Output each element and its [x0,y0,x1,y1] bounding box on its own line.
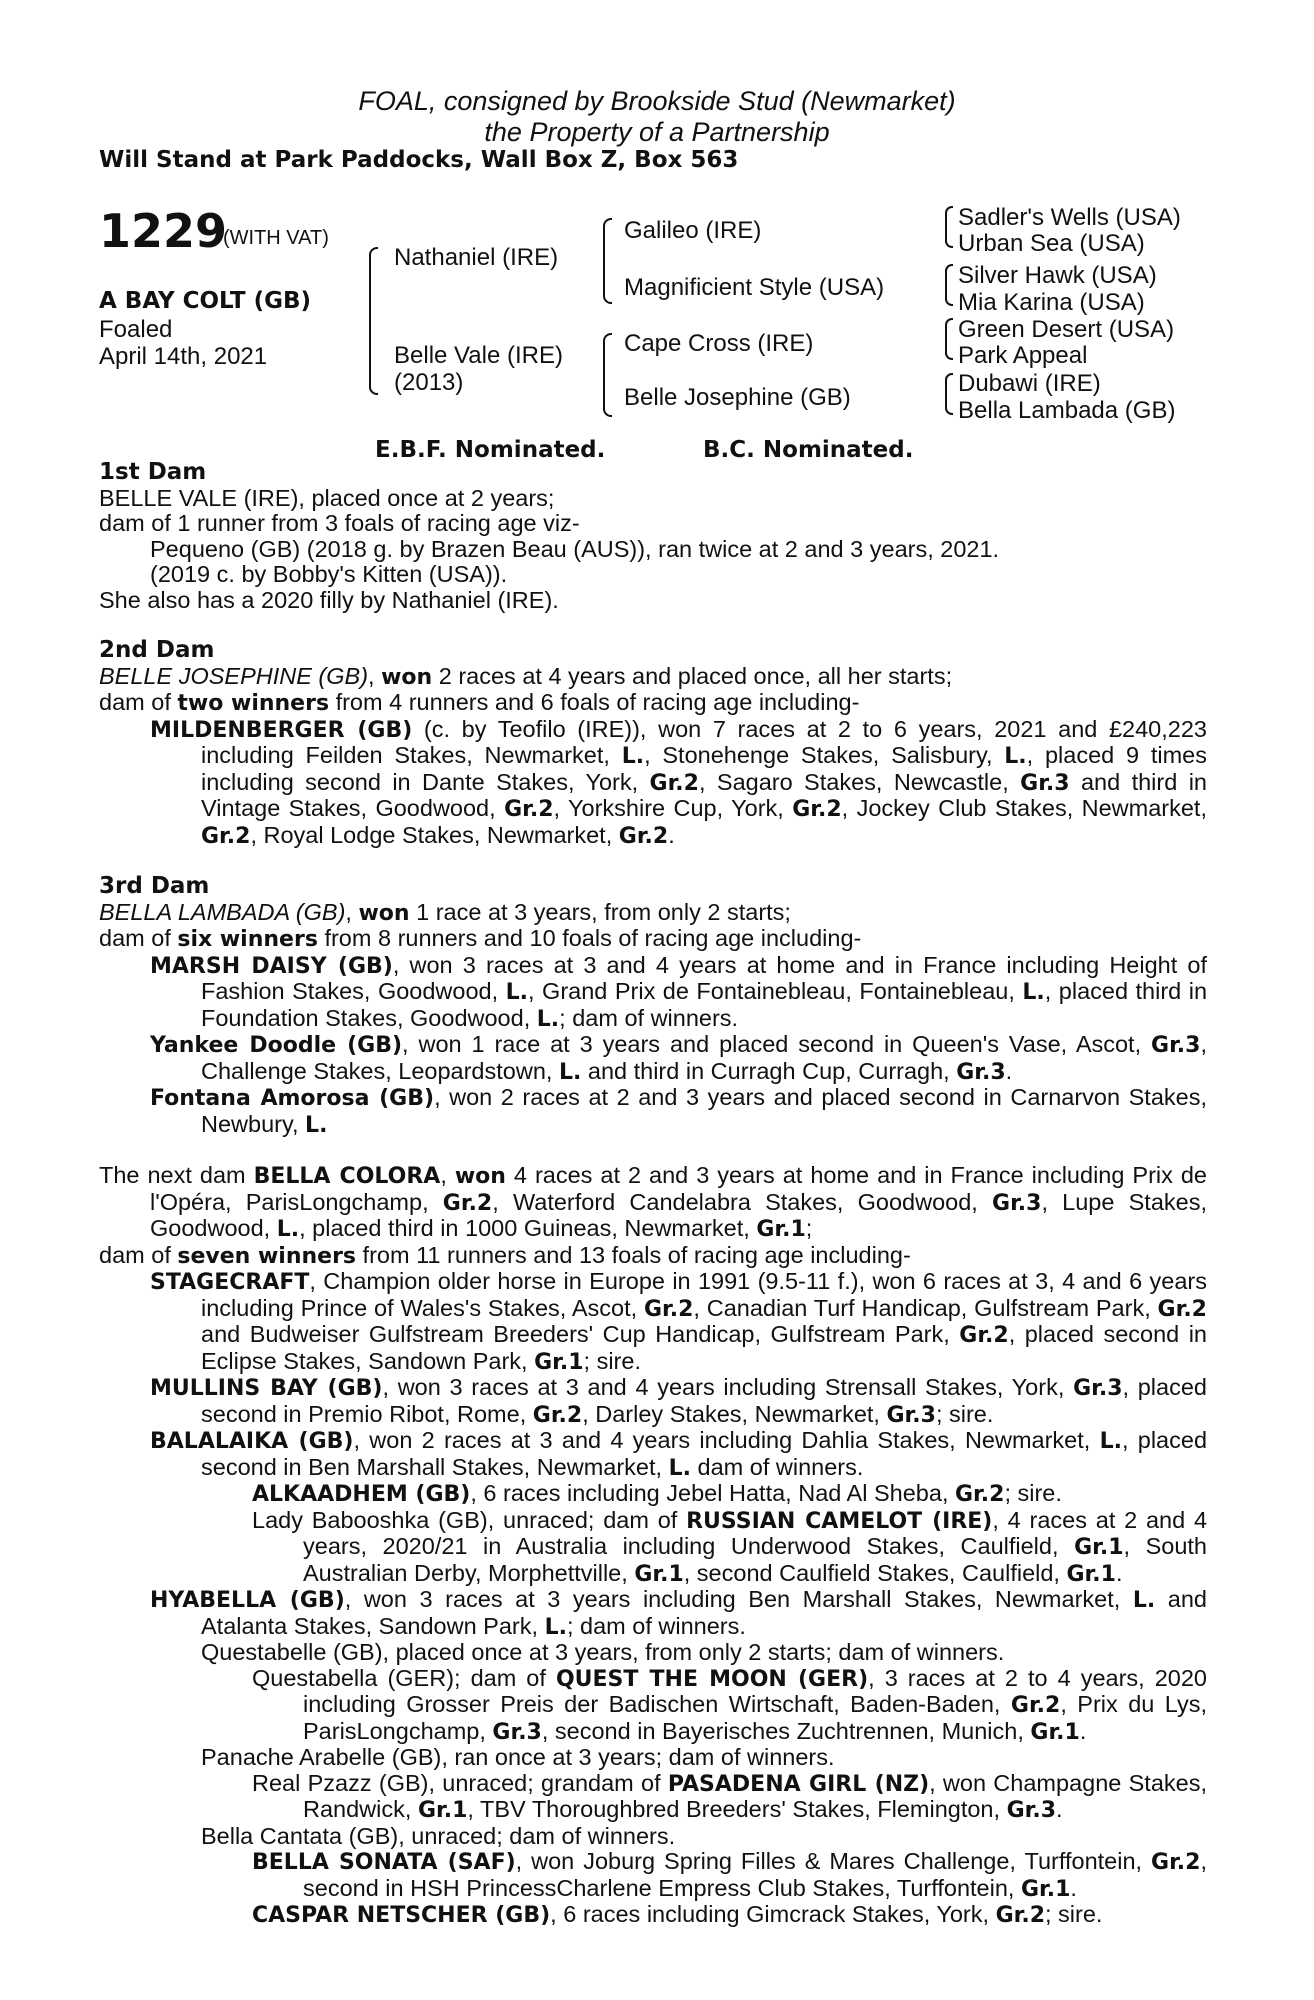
horse-name: BELLA COLORA [253,1164,441,1189]
sire-name: Nathaniel (IRE) [394,244,559,271]
produce-entry: (2019 c. by Bobby's Kitten (USA)). [150,561,508,587]
foaled-date: April 14th, 2021 [99,343,268,370]
dam-year: (2013) [394,369,464,396]
horse-name: STAGECRAFT [150,1270,310,1295]
produce-entry: Panache Arabelle (GB), ran once at 3 years; dam of winners. [201,1744,835,1770]
third-dam-produce: dam of six winners from 8 runners and 10 foals of racing age including- [99,925,862,952]
lot-number: 1229 [99,204,228,258]
first-dam-produce: dam of 1 runner from 3 foals of racing age viz- [99,510,580,536]
produce-entry: Yankee Doodle (GB), won 1 race at 3 years and placed second in Queen's Vase, Ascot, Gr.3, Challenge Stakes, Leopardstown, L. and third in Curragh Cup, Curragh, Gr.3. [150,1031,1207,1085]
ds-sire: Green Desert (USA) [958,316,1175,343]
produce-entry: ALKAADHEM (GB), 6 races including Jebel Hatta, Nad Al Sheba, Gr.2; sire. [252,1480,1062,1507]
horse-name: BELLA SONATA (SAF) [252,1850,516,1875]
horse-name: RUSSIAN CAMELOT (IRE) [686,1508,993,1534]
first-dam-record: BELLE VALE (IRE), placed once at 2 years; [99,484,555,511]
property-line: the Property of a Partnership [484,117,830,147]
foaled-label: Foaled [99,316,173,343]
first-dam-note: She also has a 2020 filly by Nathaniel (IRE). [99,586,559,613]
produce-entry: Questabelle (GB), placed once at 3 years, from only 2 starts; dam of winners. [201,1639,1005,1665]
produce-entry: CASPAR NETSCHER (GB), 6 races including Gimcrack Stakes, York, Gr.2; sire. [252,1901,1103,1928]
dd-dam: Bella Lambada (GB) [958,397,1176,424]
produce-entry: HYABELLA (GB), won 3 races at 3 years including Ben Marshall Stakes, Newmarket, L. and Atalanta Stakes, Sandown Park, L.; dam of winners. [150,1586,1207,1640]
produce-entry: MILDENBERGER (GB) (c. by Teofilo (IRE)), won 7 races at 2 to 6 years, 2021 and £240,223 including Feilden Stakes, Newmarket, L., Stonehenge Stakes, Salisbury, L., placed 9 times including second in Dante Stakes, York, Gr.2, Sagaro Stakes, Newcastle, Gr.3 and third in Vintage Stakes, Goodwood, Gr.2, Yorkshire Cup, York, Gr.2, Jockey Club Stakes, Newmarket, Gr.2, Royal Lodge Stakes, Newmarket, Gr.2. [150,715,1207,849]
pedigree-brace [603,218,612,304]
pedigree-brace [369,247,378,395]
ebf-nominated: E.B.F. Nominated. [375,437,606,463]
third-dam-record: BELLA LAMBADA (GB), won 1 race at 3 years, from only 2 starts; [99,898,791,926]
sd-dam: Mia Karina (USA) [958,289,1145,316]
horse-name: Fontana Amorosa (GB) [150,1086,435,1111]
second-dam-record: BELLE JOSEPHINE (GB), won 2 races at 4 years and placed once, all her starts; [99,662,953,690]
horse-name: PASADENA GIRL (NZ) [667,1771,930,1797]
horse-name: MULLINS BAY (GB) [150,1376,383,1401]
produce-entry: Fontana Amorosa (GB), won 2 races at 2 and 3 years and placed second in Carnarvon Stakes, Newbury, L. [150,1084,1207,1138]
second-dam-heading: 2nd Dam [99,637,215,663]
horse-name: BELLA LAMBADA (GB) [99,898,346,925]
consignor-line: FOAL, consigned by Brookside Stud (Newmarket) [358,86,956,116]
dam-name: Belle Vale (IRE) [394,342,563,369]
horse-name: BELLE JOSEPHINE (GB) [99,662,369,689]
horse-name: Yankee Doodle (GB) [150,1033,403,1058]
produce-entry: Bella Cantata (GB), unraced; dam of winners. [201,1822,676,1849]
dam-dam: Belle Josephine (GB) [624,384,851,411]
produce-entry: STAGECRAFT, Champion older horse in Europe in 1991 (9.5-11 f.), won 6 races at 3, 4 and 6 years including Prince of Wales's Stakes, Ascot, Gr.2, Canadian Turf Handicap, Gulfstream Park, Gr.2 and Budweiser Gulfstream Breeders' Cup Handicap, Gulfstream Park, Gr.2, placed second in Eclipse Stakes, Sandown Park, Gr.1; sire. [150,1268,1208,1375]
horse-name: MARSH DAISY (GB) [150,953,393,979]
pedigree-brace [603,333,612,417]
pedigree-brace [945,264,953,306]
pedigree-brace [945,206,953,248]
produce-entry: Real Pzazz (GB), unraced; grandam of PASADENA GIRL (NZ), won Champagne Stakes, Randwick, Gr.1, TBV Thoroughbred Breeders' Stakes, Flemington, Gr.3. [252,1769,1207,1823]
pedigree-brace [945,318,953,360]
second-dam-produce: dam of two winners from 4 runners and 6 foals of racing age including- [99,689,860,716]
lot-description: A BAY COLT (GB) [99,288,312,314]
vat-label: (WITH VAT) [223,227,329,249]
produce-entry: MULLINS BAY (GB), won 3 races at 3 and 4 years including Strensall Stakes, York, Gr.3, placed second in Premio Ribot, Rome, Gr.2, Darley Stakes, Newmarket, Gr.3; sire. [150,1374,1207,1428]
produce-entry: Pequeno (GB) (2018 g. by Brazen Beau (AUS)), ran twice at 2 and 3 years, 2021. [150,535,1000,562]
location-line: Will Stand at Park Paddocks, Wall Box Z, Box 563 [99,147,739,173]
sire-dam: Magnificient Style (USA) [624,274,885,301]
horse-name: BALALAIKA (GB) [150,1429,354,1454]
horse-name: MILDENBERGER (GB) [150,717,413,743]
horse-name: QUEST THE MOON (GER) [555,1666,869,1692]
ss-dam: Urban Sea (USA) [958,230,1145,257]
ss-sire: Sadler's Wells (USA) [958,204,1181,231]
horse-name: CASPAR NETSCHER (GB) [252,1903,551,1928]
produce-entry: BALALAIKA (GB), won 2 races at 3 and 4 years including Dahlia Stakes, Newmarket, L., placed second in Ben Marshall Stakes, Newmarket, L. dam of winners. [150,1427,1208,1481]
horse-name: HYABELLA (GB) [150,1588,345,1613]
bc-nominated: B.C. Nominated. [703,437,914,463]
horse-name: ALKAADHEM (GB) [252,1482,471,1507]
next-dam-record: The next dam BELLA COLORA, won 4 races at 2 and 3 years at home and in France including Prix de l'Opéra, ParisLongchamp, Gr.2, Waterford Candelabra Stakes, Goodwood, Gr.3, Lupe Stakes, Goodwood, L., placed third in 1000 Guineas, Newmarket, Gr.1; [99,1162,1207,1242]
ds-dam: Park Appeal [958,342,1088,369]
sd-sire: Silver Hawk (USA) [958,262,1157,289]
sire-sire: Galileo (IRE) [624,217,762,244]
produce-entry: MARSH DAISY (GB), won 3 races at 3 and 4 years at home and in France including Height of Fashion Stakes, Goodwood, L., Grand Prix de Fontainebleau, Fontainebleau, L., placed third in Foundation Stakes, Goodwood, L.; dam of winners. [150,951,1208,1032]
dam-sire: Cape Cross (IRE) [624,330,814,357]
produce-entry: Questabella (GER); dam of QUEST THE MOON (GER), 3 races at 2 to 4 years, 2020 including Grosser Preis der Badischen Wirtschaft, Baden-Baden, Gr.2, Prix du Lys, ParisLongchamp, Gr.3, second in Bayerisches Zuchtrennen, Munich, Gr.1. [252,1664,1208,1745]
third-dam-heading: 3rd Dam [99,873,210,899]
first-dam-heading: 1st Dam [99,459,207,485]
pedigree-notes [99,460,1207,1929]
next-dam-produce: dam of seven winners from 11 runners and 13 foals of racing age including- [99,1241,911,1269]
pedigree-brace [945,373,953,415]
dd-sire: Dubawi (IRE) [958,370,1101,397]
produce-entry: BELLA SONATA (SAF), won Joburg Spring Filles & Mares Challenge, Turffontein, Gr.2, second in HSH PrincessCharlene Empress Club Stakes, Turffontein, Gr.1. [252,1848,1207,1902]
produce-entry: Lady Babooshka (GB), unraced; dam of RUSSIAN CAMELOT (IRE), 4 races at 2 and 4 years, 2020/21 in Australia including Underwood Stakes, Caulfield, Gr.1, South Australian Derby, Morphettville, Gr.1, second Caulfield Stakes, Caulfield, Gr.1. [252,1506,1208,1587]
